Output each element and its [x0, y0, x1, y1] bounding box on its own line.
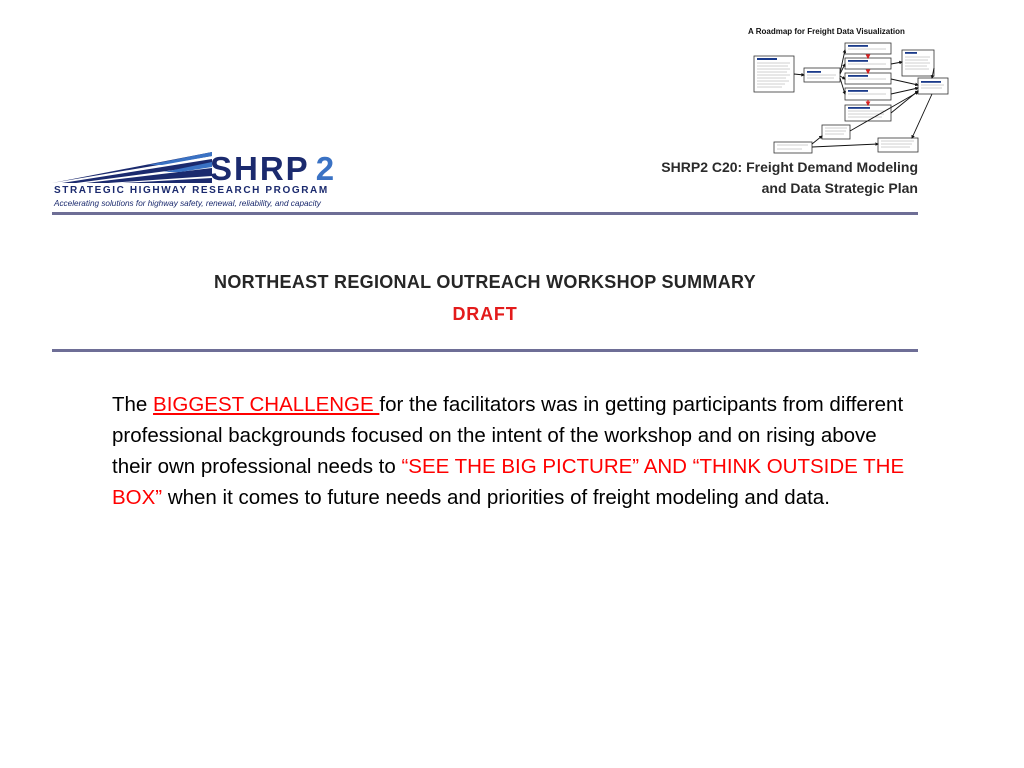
- roadmap-box-column-5: [845, 105, 891, 121]
- shrp2-wordmark: [210, 150, 336, 188]
- program-name: STRATEGIC HIGHWAY RESEARCH PROGRAM: [54, 185, 329, 196]
- roadmap-box-column-1: [845, 43, 891, 54]
- paragraph-text-2: when it comes to future needs and priorities of freight modeling and data.: [162, 486, 830, 509]
- shrp-text: SHRP: [210, 150, 310, 187]
- roadmap-box-bottom-right: [878, 138, 918, 152]
- roadmap-box-right-top: [902, 50, 934, 76]
- roadmap-box-column-3: [845, 73, 891, 84]
- roadmap-box-column-2: [845, 58, 891, 69]
- divider-top: [52, 212, 918, 215]
- roadmap-diagram: [752, 38, 952, 156]
- roadmap-box-middle: [804, 68, 840, 82]
- roadmap-box-left: [754, 56, 794, 92]
- project-title-line-1: SHRP2 C20: Freight Demand Modeling: [661, 159, 918, 175]
- big-picture-highlight: “SEE THE BIG PICTURE” AND “THINK OUTSIDE THE BOX”: [112, 455, 905, 509]
- shrp2-logo: [52, 148, 342, 210]
- highway-swoosh-icon: [52, 148, 212, 184]
- shrp-number: 2: [315, 150, 337, 187]
- paragraph-intro: The: [112, 393, 154, 416]
- project-title-line-2: and Data Strategic Plan: [761, 180, 918, 196]
- paragraph-text-1: for the facilitators was in getting participants from different professional backgrounds focused on the intent of the workshop and on rising above their own professional needs to: [112, 393, 904, 478]
- project-title: [661, 157, 918, 199]
- summary-paragraph: [112, 389, 912, 513]
- workshop-title: NORTHEAST REGIONAL OUTREACH WORKSHOP SUMMARY: [214, 272, 756, 292]
- divider-bottom: [52, 349, 918, 352]
- roadmap-title: A Roadmap for Freight Data Visualization: [748, 27, 905, 36]
- roadmap-box-column-4: [845, 88, 891, 100]
- roadmap-box-bottom-middle: [822, 125, 850, 139]
- biggest-challenge-highlight: BIGGEST CHALLENGE: [153, 393, 380, 416]
- program-tagline: Accelerating solutions for highway safety, renewal, reliability, and capacity: [54, 199, 321, 208]
- draft-label: DRAFT: [452, 304, 518, 324]
- roadmap-box-far-right: [918, 78, 948, 94]
- roadmap-box-bottom-left: [774, 142, 812, 153]
